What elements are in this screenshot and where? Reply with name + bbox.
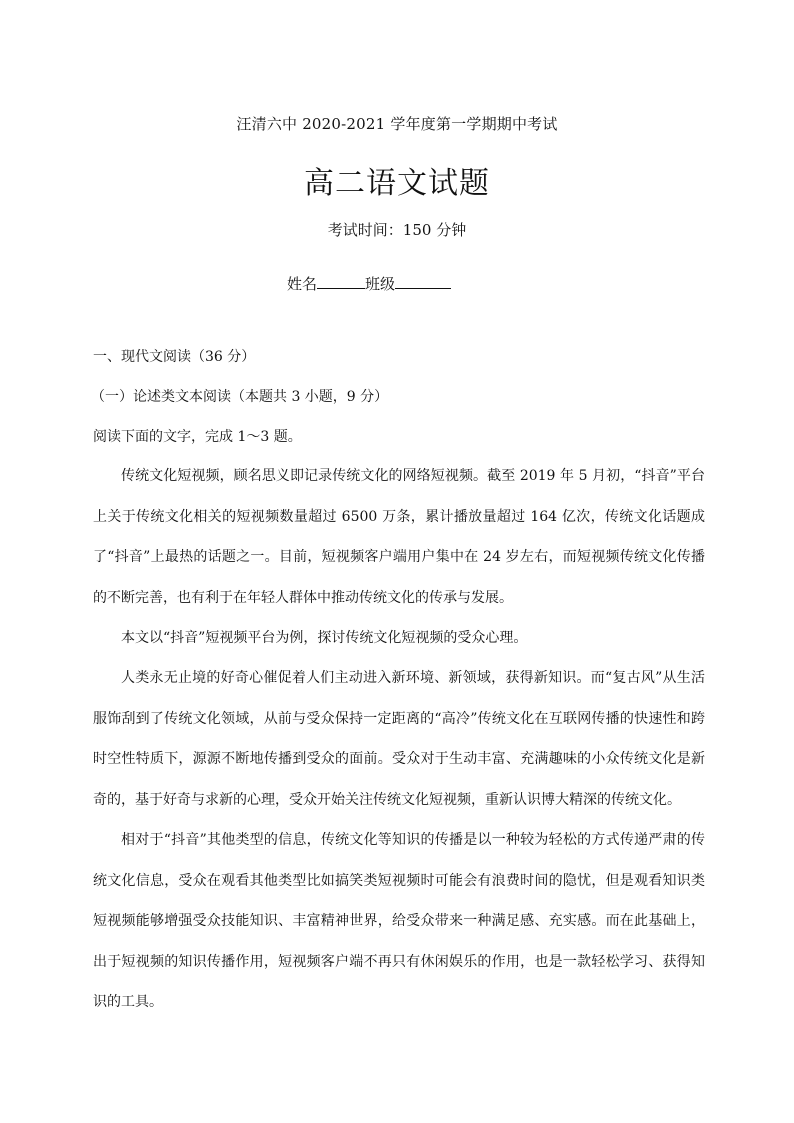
paragraph: 相对于“抖音”其他类型的信息，传统文化等知识的传播是以一种较为轻松的方式传递严肃的传统文化信息，受众在观看其他类型比如搞笑类短视频时可能会有浪费时间的隐忧，但是观看知识类短视频能够增强受众技能知识、丰富精神世界，给受众带来一种满足感、充实感。而在此基础上，出于短视频的知识传播作用，短视频客户端不再只有休闲娱乐的作用，也是一款轻松学习、获得知识的工具。 (93, 832, 705, 1010)
exam-time-label: 考试时间： (327, 221, 403, 239)
class-label: 班级 (365, 275, 396, 293)
section-heading: 一、现代文阅读（36 分） (93, 349, 256, 365)
exam-time-value: 150 分钟 (402, 221, 467, 239)
name-class-row (287, 273, 451, 294)
exam-time (0, 219, 794, 240)
paragraph: 传统文化短视频，顾名思义即记录传统文化的网络短视频。截至 2019 年 5 月初，“抖音”平台上关于传统文化相关的短视频数量超过 6500 万条，累计播放量超过 164 亿次，传统文化话题成了“抖音”上最热的话题之一。目前，短视频客户端用户集中在 24 岁左右，而短视频传统文化传播的不断完善，也有利于在年轻人群体中推动传统文化的传承与发展。 (93, 468, 705, 606)
name-label: 姓名 (287, 275, 318, 293)
class-blank (395, 274, 451, 289)
reading-instruction: 阅读下面的文字，完成 1～3 题。 (93, 429, 302, 445)
subsection-heading: （一）论述类文本阅读（本题共 3 小题，9 分） (91, 389, 389, 405)
school-exam-line: 汪清六中 2020-2021 学年度第一学期期中考试 (236, 115, 558, 133)
page-title: 高二语文试题 (304, 166, 490, 201)
name-blank (317, 274, 365, 289)
paragraph: 人类永无止境的好奇心催促着人们主动进入新环境、新领域，获得新知识。而“复古风”从生活服饰刮到了传统文化领域，从前与受众保持一定距离的“高冷”传统文化在互联网传播的快速性和跨时空性特质下，源源不断地传播到受众的面前。受众对于生动丰富、充满趣味的小众传统文化是新奇的，基于好奇与求新的心理，受众开始关注传统文化短视频，重新认识博大精深的传统文化。 (93, 670, 705, 808)
paragraph: 本文以“抖音”短视频平台为例，探讨传统文化短视频的受众心理。 (121, 630, 528, 646)
